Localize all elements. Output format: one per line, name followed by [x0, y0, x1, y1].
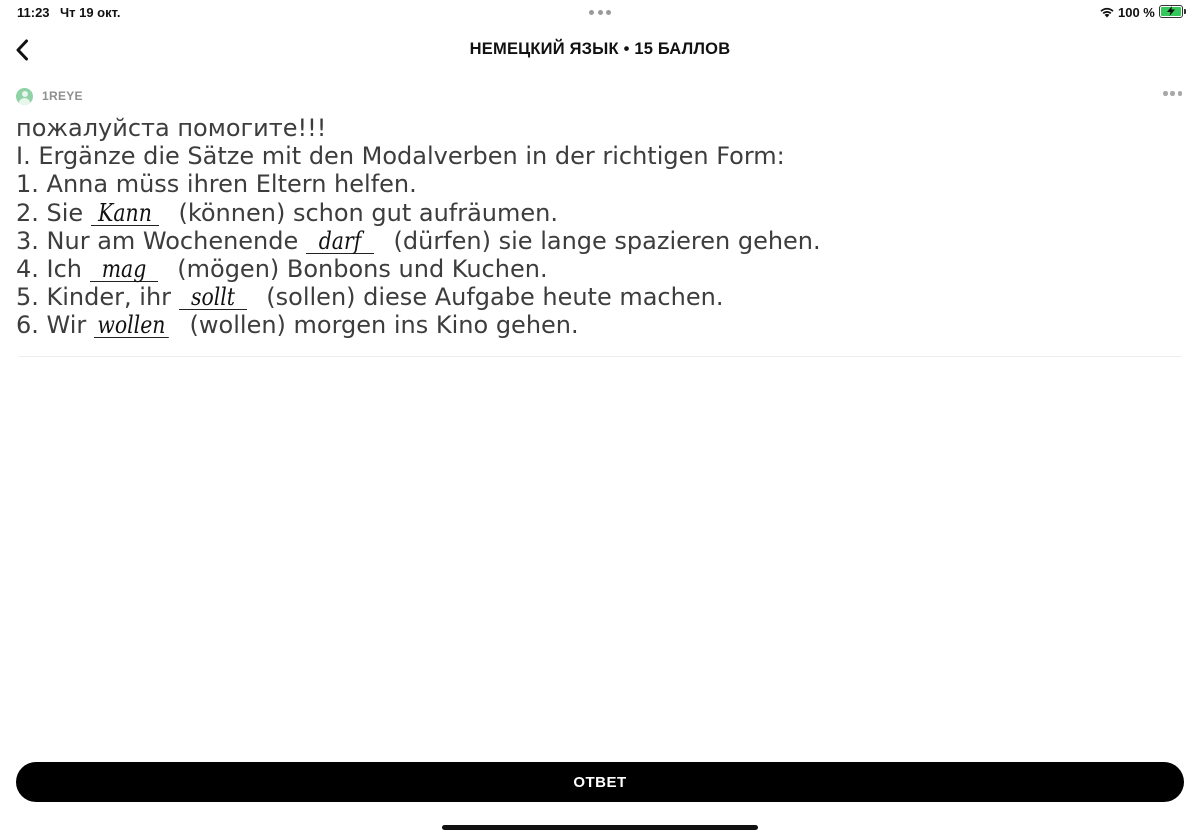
handwritten-answer: darf [306, 229, 374, 254]
question-line [16, 227, 1016, 255]
question-line [16, 114, 1016, 142]
question-line [16, 255, 1016, 283]
line-before: 5. Kinder, ihr [16, 283, 179, 312]
status-time: 11:23 [17, 5, 50, 20]
handwritten-answer: Kann [91, 201, 159, 226]
line-after: (wollen) morgen ins Kino gehen. [181, 311, 579, 340]
question-line [16, 142, 1016, 170]
more-options-button[interactable] [1163, 91, 1182, 96]
answer-button[interactable]: ОТВЕТ [16, 762, 1184, 802]
status-date: Чт 19 окт. [60, 5, 121, 20]
post-author[interactable] [16, 86, 83, 106]
multitasking-dots-icon[interactable] [589, 10, 611, 15]
handwritten-answer: mag [90, 257, 158, 282]
username[interactable]: 1REYE [42, 89, 83, 103]
question-line [16, 311, 1016, 339]
line-text: 1. Anna müss ihren Eltern helfen. [16, 170, 417, 199]
line-before: 3. Nur am Wochenende [16, 226, 306, 255]
status-bar [0, 0, 1200, 24]
battery-percent: 100 % [1118, 5, 1155, 20]
handwritten-answer: sollt [179, 285, 247, 310]
line-text: I. Ergänze die Sätze mit den Modalverben in der richtigen Form: [16, 142, 785, 171]
wifi-icon [1099, 5, 1115, 18]
line-before: 2. Sie [16, 198, 91, 227]
line-text: пожалуйста помогите!!! [16, 114, 327, 142]
line-after: (dürfen) sie lange spazieren gehen. [385, 226, 821, 255]
handwritten-answer: wollen [94, 313, 169, 338]
battery-icon [1159, 5, 1183, 18]
line-after: (sollen) diese Aufgabe heute machen. [258, 283, 724, 312]
question-line [16, 283, 1016, 311]
line-before: 6. Wir [16, 311, 94, 340]
page-title: НЕМЕЦКИЙ ЯЗЫК • 15 БАЛЛОВ [469, 40, 731, 58]
nav-bar [0, 30, 1200, 70]
question-line [16, 199, 1016, 227]
question-line [16, 170, 1016, 198]
home-indicator[interactable] [442, 825, 758, 830]
charging-bolt-icon [1166, 6, 1176, 16]
divider [18, 356, 1182, 357]
line-after: (mögen) Bonbons und Kuchen. [169, 255, 548, 284]
question-text [16, 114, 1016, 340]
line-before: 4. Ich [16, 255, 90, 284]
user-avatar-icon[interactable] [16, 88, 33, 105]
line-after: (können) schon gut aufräumen. [170, 198, 558, 227]
